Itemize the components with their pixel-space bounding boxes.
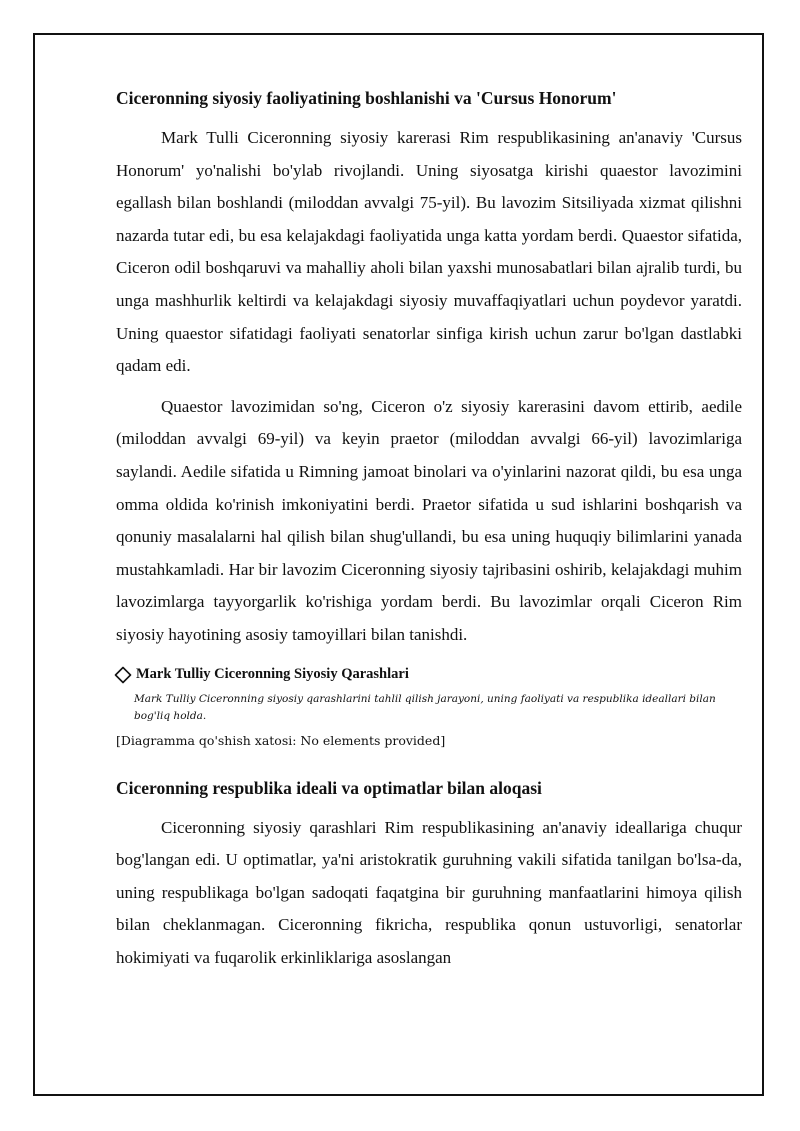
diagram-header	[116, 666, 742, 684]
section-heading-1: Ciceronning siyosiy faoliyatining boshlanishi va 'Cursus Honorum'	[116, 88, 617, 108]
paragraph-1: Mark Tulli Ciceronning siyosiy karerasi Rim respublikasining an'anaviy 'Cursus Honorum' yo'nalishi bo'ylab rivojlandi. Uning siyosatga kirishi quaestor lavozimini egallash bilan boshlandi (miloddan avvalgi 75-yil). Bu lavozim Sitsiliyada xizmat qilishni nazarda tutar edi, bu esa kelajakdagi faoliyatida unga katta yordam berdi. Quaestor sifatida, Ciceron odil boshqaruvi va mahalliy aholi bilan yaxshi munosabatlari bilan ajralib turdi, bu unga mashhurlik keltirdi va kelajakdagi siyosiy muvaffaqiyatlari uchun poydevor yaratdi. Uning quaestor sifatidagi faoliyati senatorlar sinfiga kirish uchun zarur bo'lgan dastlabki qadam edi.	[116, 128, 742, 376]
section-heading-2: Ciceronning respublika ideali va optimatlar bilan aloqasi	[116, 777, 542, 798]
paragraph-2: Quaestor lavozimidan so'ng, Ciceron o'z siyosiy karerasini davom ettirib, aedile (miloddan avvalgi 69-yil) va keyin praetor (miloddan avvalgi 66-yil) lavozimlariga saylandi. Aedile sifatida u Rimning jamoat binolari va o'yinlarini nazorat qildi, bu esa unga omma oldida ko'rinish imkoniyatini berdi. Praetor sifatida u sud ishlarini boshqarish va qonuniy masalalarni hal qilish bilan shug'ullandi, bu esa uning huquqiy bilimlarini yanada mustahkamladi. Har bir lavozim Ciceronning siyosiy tajribasini oshirib, kelajakdagi muhim lavozimlarga tayyorgarlik ko'rishiga yordam berdi. Bu lavozimlar orqali Ciceron Rim siyosiy hayotining asosiy tamoyillari bilan tanishdi.	[116, 396, 742, 644]
diamond-icon	[114, 666, 132, 684]
paragraph-3: Ciceronning siyosiy qarashlari Rim respublikasining an'anaviy ideallariga chuqur bog'langan edi. U optimatlar, ya'ni aristokratik guruhning vakili sifatida tanilgan bo'lsa-da, uning respublikaga bo'lgan sadoqati faqatgina bir guruhning manfaatlarini himoya qilish bilan cheklanmagan. Ciceronning fikricha, respublika qonun ustuvorligi, senatorlar hokimiyati va fuqarolik erkinliklariga asoslangan	[116, 817, 742, 967]
diagram-title: Mark Tulliy Ciceronning Siyosiy Qarashlari	[136, 666, 409, 682]
document-content	[116, 86, 742, 982]
diagram-error-message: [Diagramma qo'shish xatosi: No elements provided]	[116, 732, 446, 748]
diagram-caption: Mark Tulliy Ciceronning siyosiy qarashlarini tahlil qilish jarayoni, uning faoliyati va respublika ideallari bilan bog'liq holda.	[134, 692, 716, 722]
